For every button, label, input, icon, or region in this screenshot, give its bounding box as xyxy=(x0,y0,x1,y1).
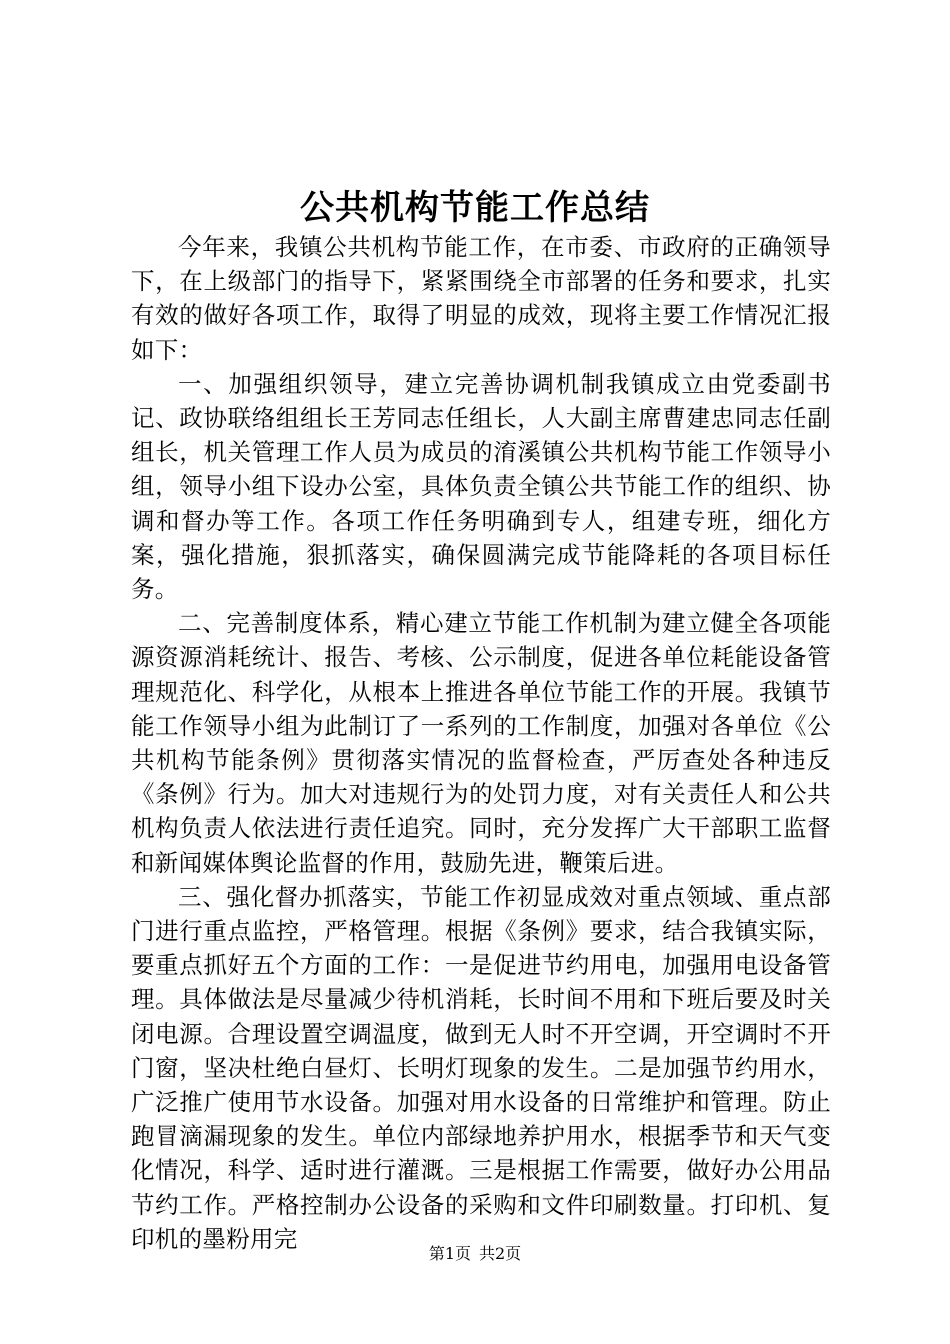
paragraph-intro: 今年来，我镇公共机构节能工作，在市委、市政府的正确领导下，在上级部门的指导下，紧紧围绕全市部署的任务和要求，扎实有效的做好各项工作，取得了明显的成效，现将主要工作情况汇报如下： xyxy=(131,233,831,364)
page-number: 第1页 xyxy=(428,1244,471,1263)
paragraph-section-1: 一、加强组织领导，建立完善协调机制我镇成立由党委副书记、政协联络组组长王芳同志任组长，人大副主席曹建忠同志任副组长，机关管理工作人员为成员的淯溪镇公共机构节能工作领导小组，领导小组下设办公室，具体负责全镇公共节能工作的组织、协调和督办等工作。各项工作任务明确到专人，组建专班，细化方案，强化措施，狠抓落实，确保圆满完成节能降耗的各项目标任务。 xyxy=(131,369,831,604)
page-total: 共2页 xyxy=(479,1244,522,1263)
paragraph-section-3: 三、强化督办抓落实，节能工作初显成效对重点领域、重点部门进行重点监控，严格管理。根据《条例》要求，结合我镇实际，要重点抓好五个方面的工作：一是促进节约用电，加强用电设备管理。具体做法是尽量减少待机消耗，长时间不用和下班后要及时关闭电源。合理设置空调温度，做到无人时不开空调，开空调时不开门窗，坚决杜绝白昼灯、长明灯现象的发生。二是加强节约用水，广泛推广使用节水设备。加强对用水设备的日常维护和管理。防止跑冒滴漏现象的发生。单位内部绿地养护用水，根据季节和天气变化情况，科学、适时进行灌溉。三是根据工作需要，做好办公用品节约工作。严格控制办公设备的采购和文件印刷数量。打印机、复印机的墨粉用完 xyxy=(131,882,831,1253)
document-title: 公共机构节能工作总结 xyxy=(300,188,650,228)
document-body xyxy=(131,230,831,1256)
page-footer xyxy=(0,1242,950,1266)
paragraph-section-2: 二、完善制度体系，精心建立节能工作机制为建立健全各项能源资源消耗统计、报告、考核、公示制度，促进各单位耗能设备管理规范化、科学化，从根本上推进各单位节能工作的开展。我镇节能工作领导小组为此制订了一系列的工作制度，加强对各单位《公共机构节能条例》贯彻落实情况的监督检查，严厉查处各种违反《条例》行为。加大对违规行为的处罚力度，对有关责任人和公共机构负责人依法进行责任追究。同时，充分发挥广大干部职工监督和新闻媒体舆论监督的作用，鼓励先进，鞭策后进。 xyxy=(131,609,831,877)
